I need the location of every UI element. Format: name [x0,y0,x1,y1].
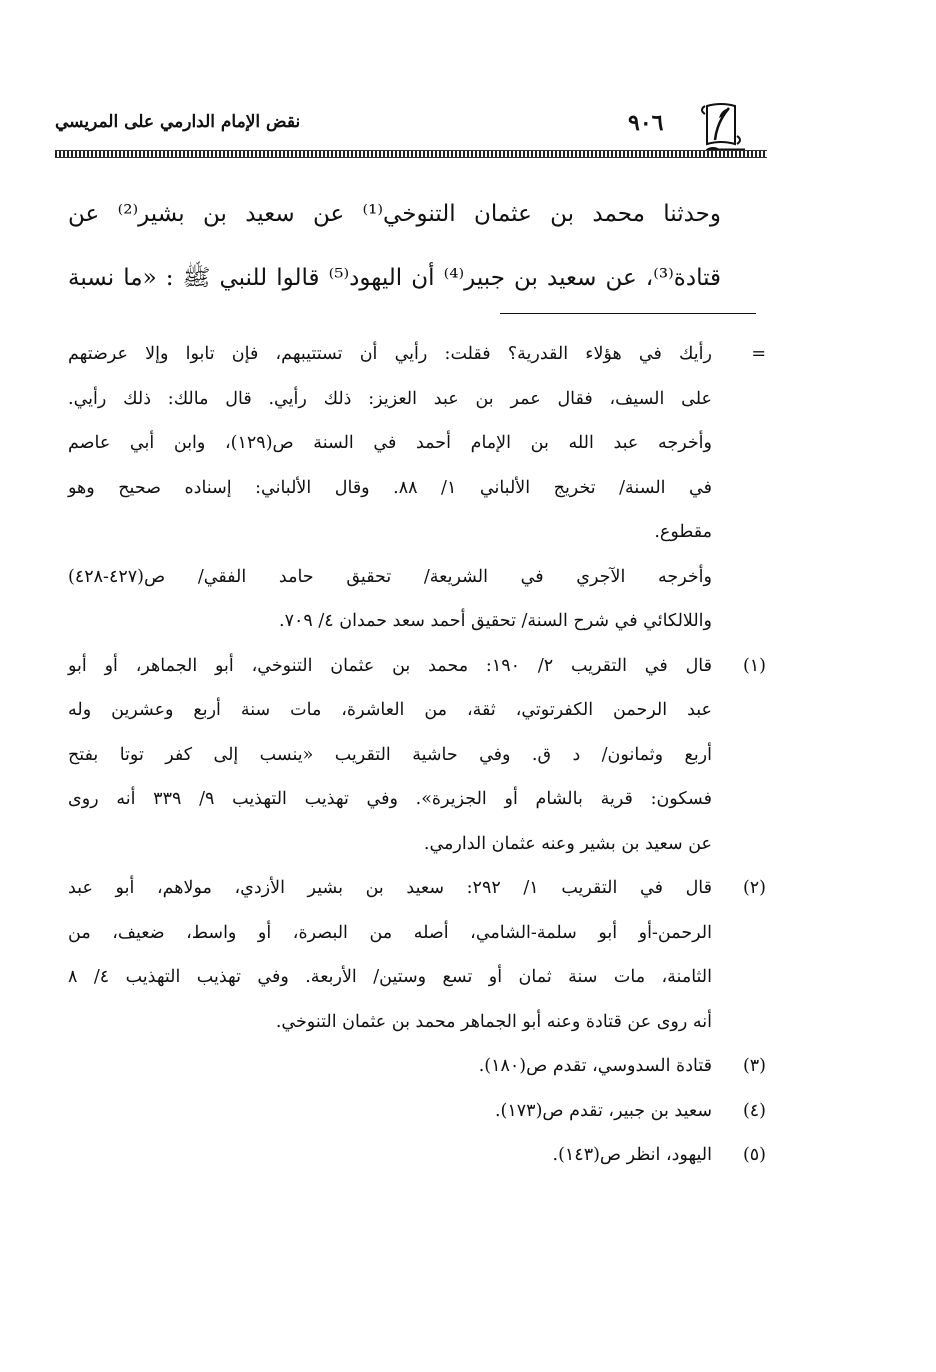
footnote-line: واللالكائي في شرح السنة/ تحقيق أحمد سعد حمدان ٤/ ٧٠٩. [279,611,712,631]
footnote-number: (٢) [742,878,766,898]
footnote-line: عن سعيد بن بشير وعنه عثمان الدارمي. [423,833,712,854]
main-text-line: قتادة⁽³⁾، عن سعيد بن جبير⁽⁴⁾ أن اليهود⁽⁵⁾ قالوا للنبي ﷺ : «ما نسبة [68,265,722,291]
footnote-number: (٥) [742,1145,766,1165]
footnote-line: رأيك في هؤلاء القدرية؟ فقلت: رأيي أن تستتيبهم، فإن تابوا وإلا عرضتهم [68,344,712,364]
main-text-line: وحدثنا محمد بن عثمان التنوخي⁽¹⁾ عن سعيد بن بشير⁽²⁾ عن [68,201,721,227]
footnote-line: الثامنة، مات سنة ثمان أو تسع وستين/ الأربعة. وفي تهذيب التهذيب ٤/ ٨ [68,967,712,987]
main-text [68,182,721,310]
footnote-continuation [68,332,768,644]
footnote-line: قال في التقريب ٢/ ١٩٠: محمد بن عثمان التنوخي، أبو الجماهر، أو أبو [68,655,712,676]
footnote-1 [68,644,768,867]
footnote-line: أنه روى عن قتادة وعنه أبو الجماهر محمد بن عثمان التنوخي. [275,1011,712,1032]
footnote-3 [68,1044,768,1089]
footnote-separator [500,313,756,314]
footnote-line: في السنة/ تخريج الألباني ١/ ٨٨. وقال الألباني: إسناده صحيح وهو [68,477,712,498]
footnote-line: أربع وثمانون/ د ق. وفي حاشية التقريب «ينسب إلى كفر توتا بفتح [68,744,712,765]
header-rule [55,150,767,158]
footnote-4 [68,1089,768,1134]
running-title: نقض الإمام الدارمي على المريسي [55,112,301,132]
footnote-2 [68,866,768,1044]
footnote-line: على السيف، فقال عمر بن عبد العزيز: ذلك رأيي. قال مالك: ذلك رأيي. [68,388,712,409]
footnote-continuation-mark: = [751,344,766,364]
footnote-5 [68,1133,768,1178]
footnote-number: (١) [742,655,766,676]
footnote-number: (٣) [742,1056,766,1076]
footnote-line: فسكون: قرية بالشام أو الجزيرة». وفي تهذيب التهذيب ٩/ ٣٣٩ أنه روى [68,789,712,809]
footnote-line: قال في التقريب ١/ ٢٩٢: سعيد بن بشير الأزدي، مولاهم، أبو عبد [68,878,712,898]
footnote-number: (٤) [742,1100,766,1121]
footnote-line: سعيد بن جبير، تقدم ص(١٧٣). [494,1100,712,1121]
footnote-line: وأخرجه الآجري في الشريعة/ تحقيق حامد الفقي/ ص(٤٢٧-٤٢٨) [68,566,712,587]
footnote-line: مقطوع. [654,522,712,542]
page-number: ٩٠٦ [628,110,664,136]
footnote-line: وأخرجه عبد الله بن الإمام أحمد في السنة ص(١٢٩)، وابن أبي عاصم [68,433,712,453]
footnotes [68,332,768,1178]
footnote-line: عبد الرحمن الكفرتوتي، ثقة، من العاشرة، مات سنة أربع وعشرين وله [68,700,712,720]
page-header [55,100,767,164]
footnote-line: اليهود، انظر ص(١٤٣). [552,1145,712,1165]
footnote-line: الرحمن-أو أبو سلمة-الشامي، أصله من البصرة، أو واسط، ضعيف، من [68,922,712,943]
footnote-line: قتادة السدوسي، تقدم ص(١٨٠). [478,1056,712,1076]
